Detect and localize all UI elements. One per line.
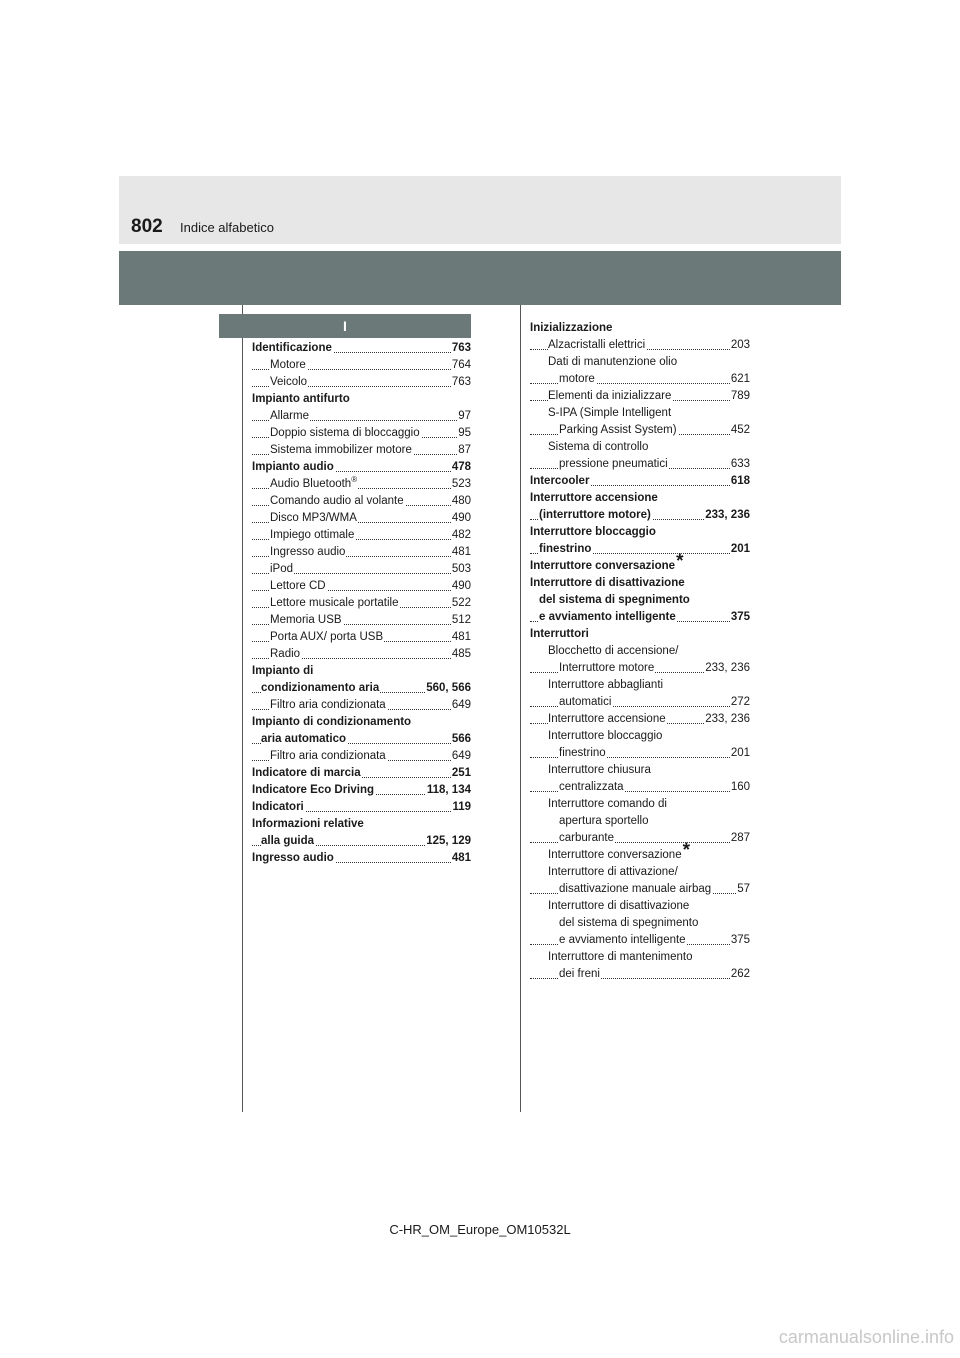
index-entry-page: 287: [730, 830, 750, 847]
index-entry: [530, 507, 750, 524]
index-entry-term: Indicatore Eco Driving: [252, 784, 375, 796]
index-entry: [252, 850, 471, 867]
index-entry-term: Veicolo: [270, 376, 308, 388]
index-entry-page: 512: [451, 612, 471, 629]
index-entry-term: Inizializzazione: [530, 322, 613, 334]
index-entry: [252, 544, 471, 561]
index-entry-term: del sistema di spegnimento: [559, 917, 699, 929]
index-entry: [530, 660, 750, 677]
index-entry-page: 119: [451, 799, 471, 816]
index-entry-page: 485: [451, 646, 471, 663]
index-entry: [252, 459, 471, 476]
index-entry-page: 763: [451, 374, 471, 391]
index-entry-page: 490: [451, 510, 471, 527]
index-entry: [530, 966, 750, 983]
index-entry: [252, 680, 471, 697]
index-entry: [530, 949, 750, 966]
index-entry: [252, 357, 471, 374]
index-entry: [530, 439, 750, 456]
index-entry-term: Allarme: [270, 410, 309, 422]
index-entry-term: dei freni: [559, 968, 600, 980]
index-entry: [530, 320, 750, 337]
index-entry-term: Interruttore bloccaggio: [530, 526, 656, 538]
index-entry: [530, 337, 750, 354]
index-entry: [252, 697, 471, 714]
index-entry-page: 118, 134: [426, 782, 471, 799]
index-entry-term: condizionamento aria: [261, 682, 380, 694]
index-entry: [530, 626, 750, 643]
index-entry: [252, 782, 471, 799]
index-entry-page: 125, 129: [425, 833, 471, 850]
index-entry: [530, 609, 750, 626]
index-entry-term: Ingresso audio: [270, 546, 346, 558]
index-entry-term: Intercooler: [530, 475, 590, 487]
index-entry-page: 452: [730, 422, 750, 439]
index-entry-page: 503: [451, 561, 471, 578]
index-entry-term: automatici: [559, 696, 612, 708]
index-entry: [252, 816, 471, 833]
index-entry: [252, 510, 471, 527]
header-dark-band: [119, 251, 841, 305]
asterisk-mark: *: [676, 551, 684, 572]
index-entry-term: Impianto di: [252, 665, 314, 677]
index-entry: [530, 932, 750, 949]
page-number: 802: [131, 216, 163, 237]
index-entry-page: 764: [451, 357, 471, 374]
index-entry-term: Lettore musicale portatile: [270, 597, 399, 609]
index-entry: [252, 476, 471, 493]
index-entry: [530, 405, 750, 422]
index-entry-page: 233, 236: [704, 660, 750, 677]
index-entry-term: Interruttore di disattivazione: [530, 577, 685, 589]
index-entry-term: Sistema immobilizer motore: [270, 444, 412, 456]
index-entry: [252, 663, 471, 680]
index-entry-term: Indicatori: [252, 801, 304, 813]
index-entry-term: Interruttore chiusura: [548, 764, 651, 776]
index-entry-term: Informazioni relative: [252, 818, 364, 830]
index-entry-term: Interruttore di mantenimento: [548, 951, 693, 963]
index-entry-term: Interruttore conversazione*: [548, 840, 691, 861]
index-entry: [530, 915, 750, 932]
index-entry: [530, 524, 750, 541]
index-entry-term: Radio: [270, 648, 301, 660]
index-entry-page: 478: [451, 459, 471, 476]
index-entry: [252, 714, 471, 731]
index-entry-term: disattivazione manuale airbag: [559, 883, 712, 895]
index-entry-page: 633: [730, 456, 750, 473]
index-entry-page: 375: [730, 932, 750, 949]
index-entry-term: e avviamento intelligente: [539, 611, 676, 623]
index-entry-term: Interruttore motore: [559, 662, 655, 674]
index-entry: [530, 456, 750, 473]
index-entry-page: 649: [451, 748, 471, 765]
index-entry: [530, 388, 750, 405]
index-entry-term: finestrino: [539, 543, 592, 555]
index-entry: [252, 748, 471, 765]
index-entry: [530, 728, 750, 745]
index-entry: [530, 575, 750, 592]
index-entry: [530, 745, 750, 762]
index-entry-term: Audio Bluetooth®: [270, 475, 358, 490]
index-entry-term: Filtro aria condizionata: [270, 750, 386, 762]
index-entry-page: 490: [451, 578, 471, 595]
index-entry-page: 201: [730, 745, 750, 762]
index-entry-page: 57: [736, 881, 750, 898]
index-entry-page: 566: [451, 731, 471, 748]
footer-doc-code: C-HR_OM_Europe_OM10532L: [389, 1222, 571, 1237]
index-entry: [252, 391, 471, 408]
index-entry-page: 201: [730, 541, 750, 558]
index-entry: [252, 527, 471, 544]
index-entry-term: Interruttore di disattivazione: [548, 900, 690, 912]
index-entry: [252, 425, 471, 442]
index-entry-term: alla guida: [261, 835, 315, 847]
index-entry-term: Parking Assist System): [559, 424, 677, 436]
index-entry-page: 233, 236: [704, 507, 750, 524]
index-entry-page: 160: [730, 779, 750, 796]
index-entry: [530, 643, 750, 660]
index-entry-term: Memoria USB: [270, 614, 342, 626]
index-entry: [530, 490, 750, 507]
index-entry-page: 560, 566: [425, 680, 471, 697]
index-entry-page: 262: [730, 966, 750, 983]
index-entry-term: e avviamento intelligente: [559, 934, 686, 946]
index-entry: [252, 442, 471, 459]
index-entry: [252, 595, 471, 612]
index-entry-term: Interruttore di attivazione/: [548, 866, 678, 878]
index-entry-page: 95: [457, 425, 471, 442]
index-entry: [530, 779, 750, 796]
index-entry: [252, 629, 471, 646]
index-entry-term: del sistema di spegnimento: [539, 594, 690, 606]
index-entry-page: 482: [451, 527, 471, 544]
index-entry: [530, 813, 750, 830]
index-entry-term: Indicatore di marcia: [252, 767, 361, 779]
index-entry: [530, 694, 750, 711]
index-entry: [530, 881, 750, 898]
index-entry-page: 87: [457, 442, 471, 459]
index-entry-term: Doppio sistema di bloccaggio: [270, 427, 420, 439]
index-entry-page: 523: [451, 476, 471, 493]
index-entry: [530, 830, 750, 847]
index-entry-term: Lettore CD: [270, 580, 326, 592]
index-entry: [530, 864, 750, 881]
index-entry: [252, 493, 471, 510]
index-entry-term: finestrino: [559, 747, 606, 759]
index-entry: [252, 799, 471, 816]
index-entry-term: carburante: [559, 832, 614, 844]
index-entry: [530, 473, 750, 490]
index-entry-term: Ingresso audio: [252, 852, 334, 864]
index-entry: [530, 551, 750, 575]
index-column-right: [530, 320, 750, 983]
index-entry: [252, 765, 471, 782]
index-entry-term: Identificazione: [252, 342, 332, 354]
asterisk-mark: *: [682, 840, 691, 861]
index-entry-page: 789: [730, 388, 750, 405]
index-entry-page: 251: [451, 765, 471, 782]
index-entry-page: 621: [730, 371, 750, 388]
index-entry-page: 618: [730, 473, 750, 490]
index-entry-term: Elementi da inizializzare: [548, 390, 672, 402]
section-letter: I: [219, 314, 471, 338]
index-entry-term: Alzacristalli elettrici: [548, 339, 646, 351]
index-entry-term: Sistema di controllo: [548, 441, 649, 453]
index-entry-term: Blocchetto di accensione/: [548, 645, 679, 657]
registered-mark: ®: [351, 475, 358, 485]
column-divider-left: [242, 305, 243, 1112]
index-entry-term: Impianto di condizionamento: [252, 716, 412, 728]
index-entry: [252, 612, 471, 629]
index-entry: [530, 796, 750, 813]
index-entry: [530, 592, 750, 609]
index-entry-term: Impiego ottimale: [270, 529, 355, 541]
index-entry: [252, 731, 471, 748]
index-entry: [252, 833, 471, 850]
index-entry-page: 97: [457, 408, 471, 425]
index-entry-page: 480: [451, 493, 471, 510]
index-entry-term: iPod: [270, 563, 294, 575]
index-entry-term: Interruttore conversazione*: [530, 551, 684, 572]
index-entry-page: 203: [730, 337, 750, 354]
index-entry-term: centralizzata: [559, 781, 624, 793]
index-entry-page: 481: [451, 544, 471, 561]
index-entry-page: 649: [451, 697, 471, 714]
index-entry: [530, 762, 750, 779]
index-entry: [252, 340, 471, 357]
index-entry: [530, 371, 750, 388]
index-entry: [252, 408, 471, 425]
index-entry-term: Interruttore accensione: [530, 492, 658, 504]
index-entry-term: aria automatico: [261, 733, 346, 745]
index-entry-page: 481: [451, 629, 471, 646]
index-entry-term: Impianto antifurto: [252, 393, 350, 405]
index-column-left: [252, 340, 471, 867]
index-entry-term: Motore: [270, 359, 306, 371]
index-entry-page: 481: [451, 850, 471, 867]
index-entry-page: 233, 236: [704, 711, 750, 728]
index-entry: [252, 578, 471, 595]
index-entry: [252, 561, 471, 578]
index-entry-page: 272: [730, 694, 750, 711]
index-entry: [530, 541, 750, 558]
watermark: carmanualsonline.info: [778, 1327, 954, 1347]
index-entry-term: (interruttore motore): [539, 509, 651, 521]
index-entry: [530, 898, 750, 915]
index-entry-term: Porta AUX/ porta USB: [270, 631, 384, 643]
index-entry: [252, 646, 471, 663]
page-title: Indice alfabetico: [180, 220, 274, 235]
index-entry-term: Disco MP3/WMA: [270, 512, 357, 524]
index-entry-page: 763: [451, 340, 471, 357]
index-entry-term: Interruttore bloccaggio: [548, 730, 663, 742]
index-entry: [252, 374, 471, 391]
index-entry-term: apertura sportello: [559, 815, 649, 827]
index-entry-term: Interruttore abbaglianti: [548, 679, 664, 691]
index-entry: [530, 422, 750, 439]
index-entry-term: Interruttore comando di: [548, 798, 667, 810]
index-entry-page: 522: [451, 595, 471, 612]
index-entry: [530, 711, 750, 728]
index-entry: [530, 840, 750, 864]
column-divider-right: [520, 305, 521, 1112]
index-entry-term: Impianto audio: [252, 461, 334, 473]
index-entry-term: Interruttore accensione: [548, 713, 666, 725]
index-entry-term: pressione pneumatici: [559, 458, 668, 470]
index-entry: [530, 677, 750, 694]
index-entry-term: S-IPA (Simple Intelligent: [548, 407, 672, 419]
index-entry-term: Interruttori: [530, 628, 589, 640]
index-entry-term: Comando audio al volante: [270, 495, 404, 507]
index-entry-term: Filtro aria condizionata: [270, 699, 386, 711]
index-entry-term: Dati di manutenzione olio: [548, 356, 678, 368]
index-entry: [530, 354, 750, 371]
index-entry-term: motore: [559, 373, 595, 385]
index-entry-page: 375: [730, 609, 750, 626]
